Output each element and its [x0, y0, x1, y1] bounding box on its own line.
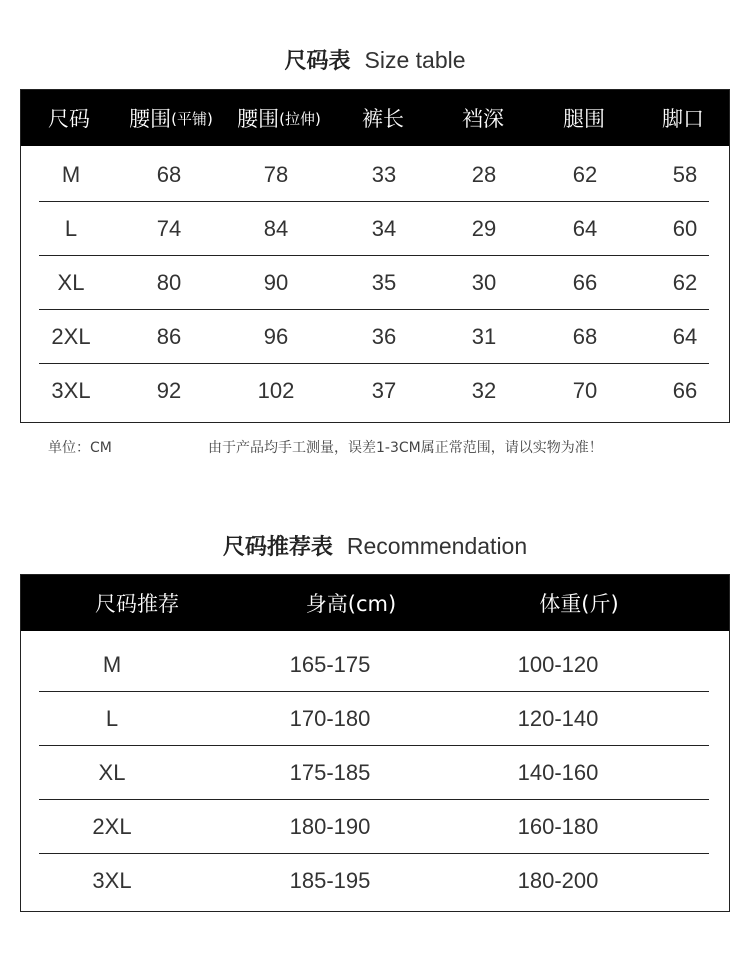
cell-pants-length: 37 — [371, 378, 397, 403]
cell-height: 180-190 — [289, 813, 371, 839]
table-row — [39, 854, 709, 908]
cell-waist-stretch: 90 — [263, 269, 289, 295]
cell-height: 165-175 — [289, 651, 371, 677]
cell-leg-opening: 58 — [672, 161, 698, 187]
header-recommended-size: 尺码推荐 — [95, 592, 179, 616]
cell-rise: 29 — [471, 215, 497, 241]
measurement-disclaimer: 由于产品均手工测量，误差1-3CM属正常范围，请以实物为准！ — [208, 440, 603, 456]
cell-waist-flat: 74 — [156, 215, 182, 241]
table-row — [39, 746, 709, 800]
cell-pants-length: 34 — [371, 215, 397, 241]
recommendation-table-title-cn: 尺码推荐表 — [222, 535, 333, 560]
header-height: 身高(cm) — [305, 592, 397, 616]
header-pants-length: 裤长 — [362, 107, 404, 131]
cell-leg-opening: 64 — [672, 323, 698, 349]
table-row — [39, 202, 709, 256]
cell-waist-stretch: 78 — [263, 161, 289, 187]
header-thigh: 腿围 — [563, 107, 605, 131]
cell-pants-length: 36 — [371, 323, 397, 349]
table-row — [39, 364, 709, 418]
cell-weight: 160-180 — [517, 813, 599, 839]
table-row — [39, 692, 709, 746]
table-row — [39, 638, 709, 692]
cell-height: 175-185 — [289, 759, 371, 785]
cell-recommended-size: L — [105, 705, 119, 731]
cell-rise: 30 — [471, 269, 497, 295]
header-waist-stretch: 腰围 (拉伸) — [237, 107, 321, 131]
cell-leg-opening: 66 — [672, 378, 698, 403]
header-weight: 体重(斤) — [539, 592, 619, 616]
cell-thigh: 66 — [572, 269, 598, 295]
cell-rise: 31 — [471, 323, 497, 349]
cell-waist-stretch: 84 — [263, 215, 289, 241]
header-size: 尺码 — [48, 107, 90, 131]
cell-leg-opening: 60 — [672, 215, 698, 241]
cell-pants-length: 33 — [371, 161, 397, 187]
cell-recommended-size: M — [102, 651, 122, 677]
cell-waist-stretch: 96 — [263, 323, 289, 349]
cell-size: 2XL — [51, 323, 91, 349]
cell-waist-flat: 92 — [156, 378, 182, 403]
recommendation-table — [20, 574, 730, 912]
table-row — [39, 800, 709, 854]
header-leg-opening: 脚口 — [662, 107, 704, 131]
cell-leg-opening: 62 — [672, 269, 698, 295]
cell-recommended-size: XL — [98, 759, 126, 785]
recommendation-table-title — [0, 530, 750, 561]
cell-height: 185-195 — [289, 868, 371, 893]
cell-height: 170-180 — [289, 705, 371, 731]
header-rise: 裆深 — [462, 107, 504, 131]
cell-thigh: 62 — [572, 161, 598, 187]
cell-pants-length: 35 — [371, 269, 397, 295]
size-table-title-en: Size table — [364, 47, 466, 73]
cell-weight: 140-160 — [517, 759, 599, 785]
recommendation-table-title-en: Recommendation — [346, 533, 528, 559]
cell-thigh: 64 — [572, 215, 598, 241]
size-table-title-cn: 尺码表 — [284, 49, 351, 74]
header-waist-flat: 腰围 (平铺) — [129, 107, 213, 131]
size-table-header — [21, 90, 729, 146]
size-table-title — [0, 44, 750, 75]
cell-recommended-size: 2XL — [92, 813, 132, 839]
cell-waist-flat: 80 — [156, 269, 182, 295]
cell-size: M — [61, 161, 81, 187]
cell-rise: 32 — [471, 378, 497, 403]
cell-waist-flat: 86 — [156, 323, 182, 349]
cell-waist-stretch: 102 — [257, 378, 295, 403]
unit-note: 单位：CM — [48, 440, 112, 456]
cell-thigh: 68 — [572, 323, 598, 349]
cell-weight: 120-140 — [517, 705, 599, 731]
cell-waist-flat: 68 — [156, 161, 182, 187]
cell-weight: 180-200 — [517, 868, 599, 893]
table-row — [39, 148, 709, 202]
cell-size: L — [64, 215, 78, 241]
cell-thigh: 70 — [572, 378, 598, 403]
cell-weight: 100-120 — [517, 651, 599, 677]
cell-size: 3XL — [51, 378, 91, 403]
cell-rise: 28 — [471, 161, 497, 187]
cell-size: XL — [57, 269, 85, 295]
recommendation-table-header — [21, 575, 729, 631]
cell-recommended-size: 3XL — [92, 868, 132, 893]
table-row — [39, 310, 709, 364]
size-table — [20, 89, 730, 423]
table-row — [39, 256, 709, 310]
